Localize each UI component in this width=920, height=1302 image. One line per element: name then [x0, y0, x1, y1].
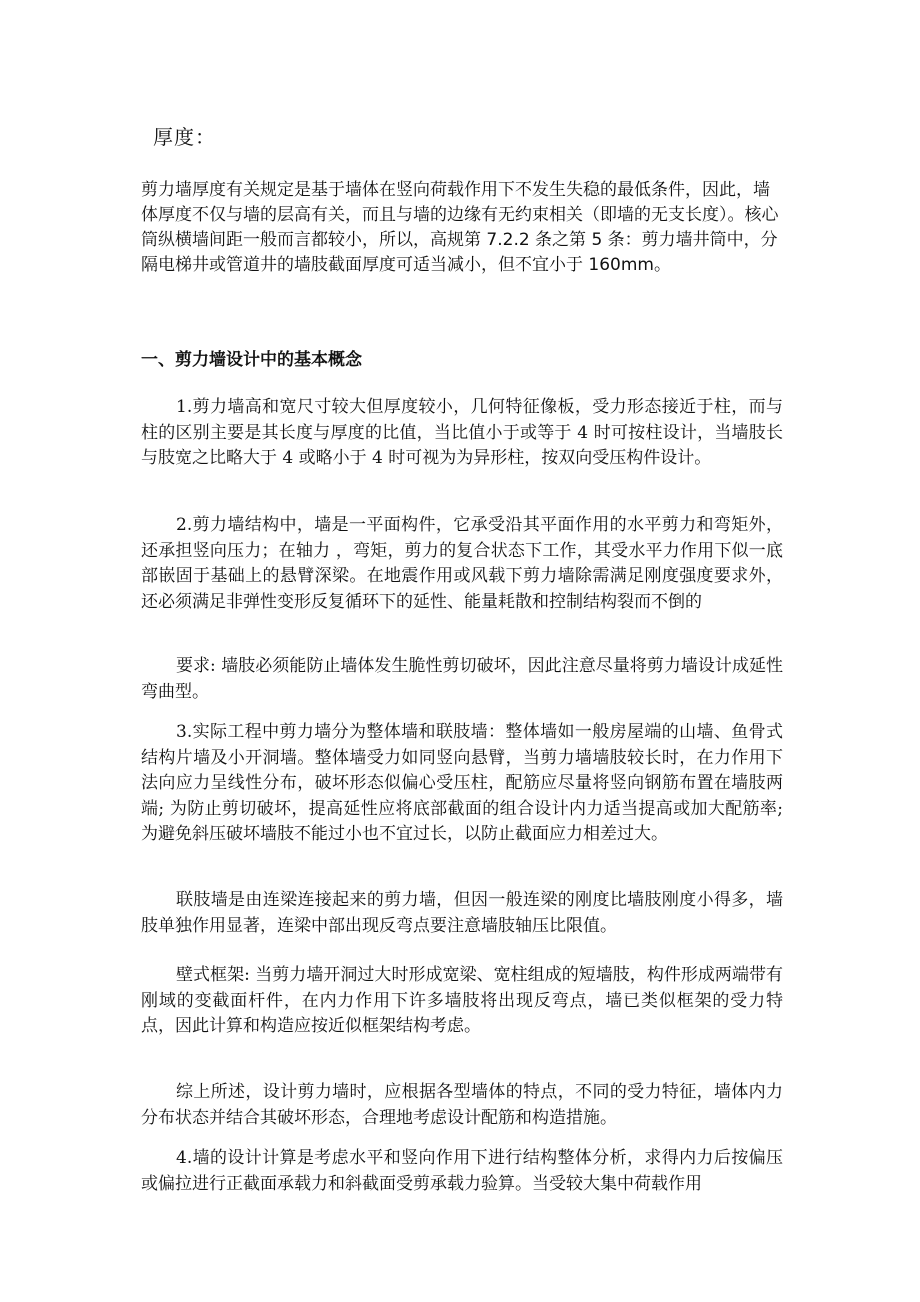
paragraph-1: 1.剪力墙高和宽尺寸较大但厚度较小，几何特征像板，受力形态接近于柱，而与柱的区别主要是其长度与厚度的比值，当比值小于或等于 4 时可按柱设计，当墙肢长与肢宽之比略大于 4 或略小于 4 时可视为为异形柱，按双向受压构件设计。	[141, 397, 783, 468]
paragraph-2: 2.剪力墙结构中，墙是一平面构件，它承受沿其平面作用的水平剪力和弯矩外，还承担竖向压力；在轴力 ，弯矩，剪力的复合状态下工作，其受水平力作用下似一底部嵌固于基础上的悬臂深梁。在地震作用或风载下剪力墙除需满足刚度强度要求外，还必须满足非弹性变形反复循环下的延性、能量耗散和控制结构裂而不倒的	[141, 515, 783, 612]
paragraph-3: 要求: 墙肢必须能防止墙体发生脆性剪切破坏，因此注意尽量将剪力墙设计成延性弯曲型。	[141, 656, 783, 702]
section-title: 一、剪力墙设计中的基本概念	[141, 350, 362, 370]
paragraph-7: 综上所述，设计剪力墙时，应根据各型墙体的特点，不同的受力特征，墙体内力分布状态并结合其破坏形态，合理地考虑设计配筋和构造措施。	[141, 1082, 783, 1128]
paragraph-5: 联肢墙是由连梁连接起来的剪力墙，但因一般连梁的刚度比墙肢刚度小得多，墙肢单独作用显著，连梁中部出现反弯点要注意墙肢轴压比限值。	[141, 890, 783, 936]
intro-paragraph: 剪力墙厚度有关规定是基于墙体在竖向荷载作用下不发生失稳的最低条件，因此，墙体厚度不仅与墙的层高有关，而且与墙的边缘有无约束相关（即墙的无支长度）。核心筒纵横墙间距一般而言都较小，所以，高规第 7.2.2 条之第 5 条：剪力墙井筒中，分隔电梯井或管道井的墙肢截面厚度可适当减小，但不宜小于 160mm。	[141, 180, 779, 275]
paragraph-8: 4.墙的设计计算是考虑水平和竖向作用下进行结构整体分析，求得内力后按偏压或偏拉进行正截面承载力和斜截面受剪承载力验算。当受较大集中荷载作用	[141, 1148, 783, 1194]
thickness-heading: 厚度：	[153, 125, 216, 149]
paragraph-6: 壁式框架: 当剪力墙开洞过大时形成宽梁、宽柱组成的短墙肢，构件形成两端带有刚域的变截面杆件，在内力作用下许多墙肢将出现反弯点，墙已类似框架的受力特点，因此计算和构造应按近似框架结构考虑。	[141, 965, 783, 1036]
paragraph-4: 3.实际工程中剪力墙分为整体墙和联肢墙：整体墙如一般房屋端的山墙、鱼骨式结构片墙及小开洞墙。整体墙受力如同竖向悬臂，当剪力墙墙肢较长时，在力作用下法向应力呈线性分布，破坏形态似偏心受压柱，配筋应尽量将竖向钢筋布置在墙肢两端; 为防止剪切破坏，提高延性应将底部截面的组合设计内力适当提高或加大配筋率; 为避免斜压破坏墙肢不能过小也不宜过长，以防止截面应力相差过大。	[141, 722, 783, 844]
